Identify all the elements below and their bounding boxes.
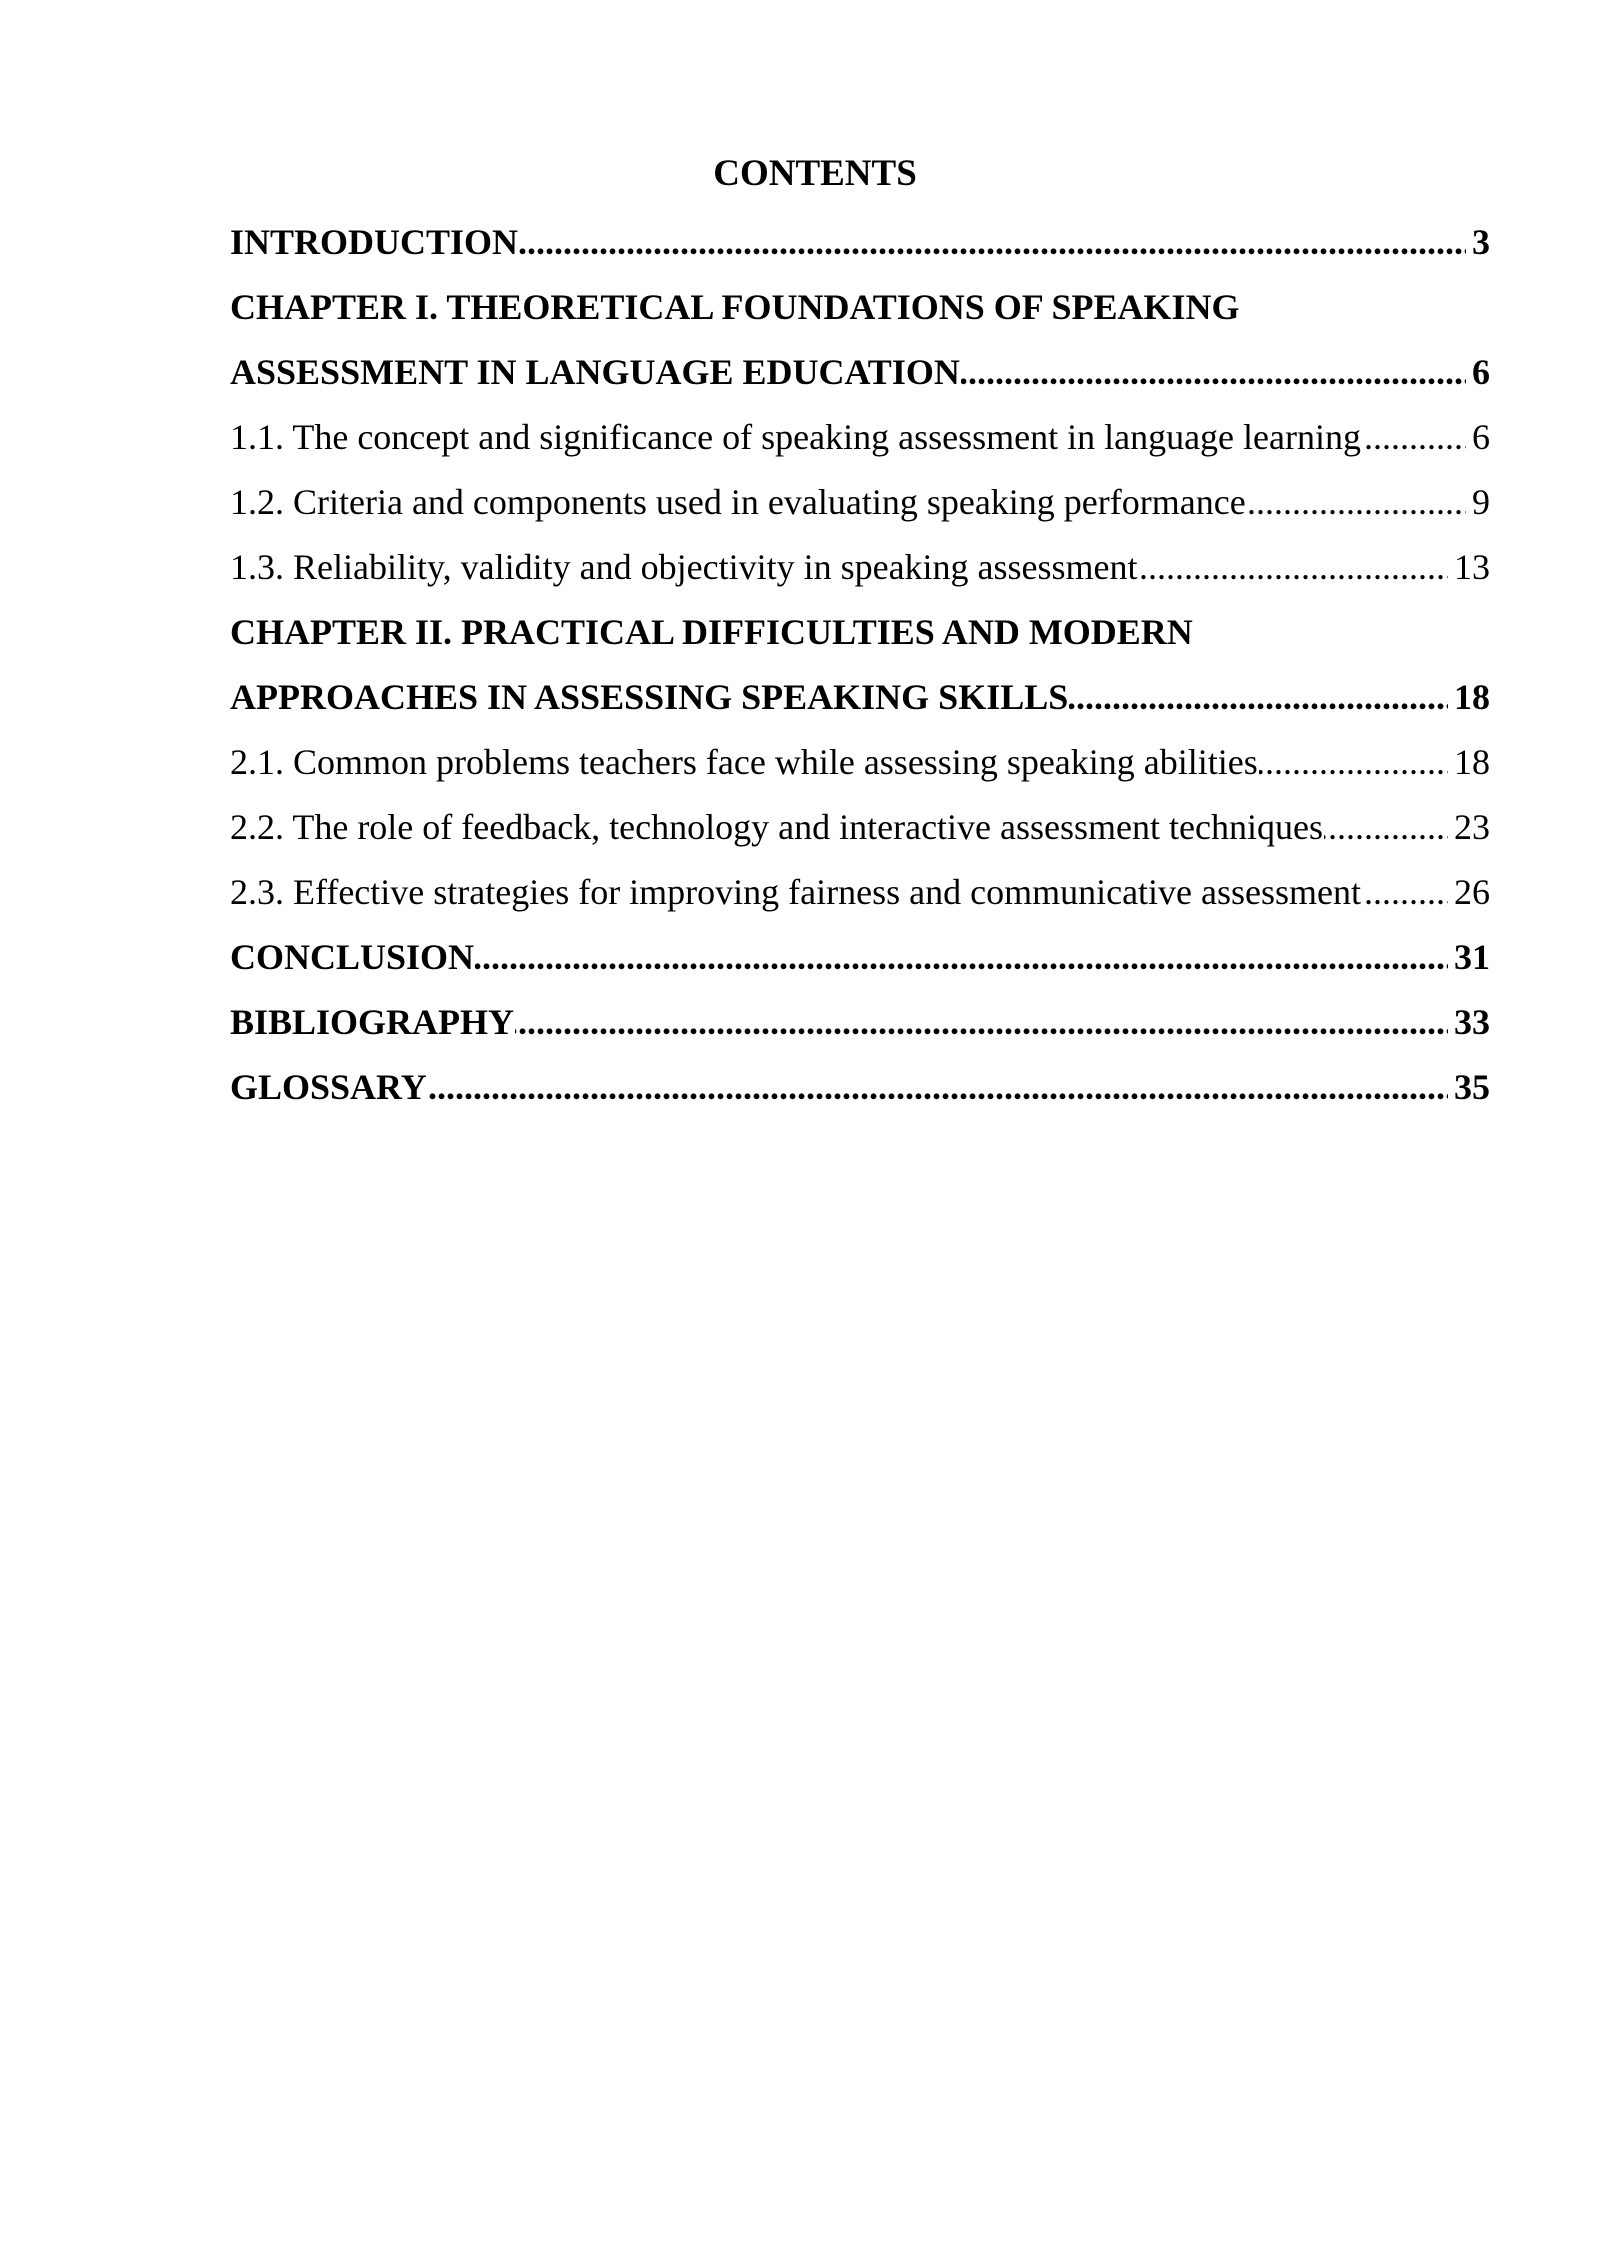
toc-page-number: 31: [1448, 925, 1490, 990]
table-of-contents: [230, 210, 1490, 1120]
toc-entry[interactable]: [230, 275, 1490, 340]
toc-entry[interactable]: [230, 210, 1490, 275]
toc-page-number: 23: [1448, 795, 1490, 860]
toc-page-number: 6: [1466, 340, 1490, 405]
toc-page-number: 26: [1448, 860, 1490, 925]
toc-entry[interactable]: [230, 600, 1490, 665]
toc-entry[interactable]: [230, 860, 1490, 925]
toc-entry-title: CHAPTER II. PRACTICAL DIFFICULTIES AND MODERN: [230, 612, 1193, 652]
toc-entry[interactable]: [230, 535, 1490, 600]
toc-page-number: 6: [1466, 405, 1490, 470]
toc-entry-title: 2.3. Effective strategies for improving fairness and communicative assessment: [230, 872, 1362, 912]
toc-entry[interactable]: [230, 340, 1490, 405]
toc-entry-title: 1.1. The concept and significance of speaking assessment in language learning: [230, 417, 1361, 457]
toc-page-number: 35: [1448, 1055, 1490, 1120]
toc-page-number: 18: [1448, 730, 1490, 795]
contents-heading: CONTENTS: [713, 153, 917, 194]
toc-entry-title: BIBLIOGRAPHY: [230, 1002, 515, 1042]
toc-entry-title: INTRODUCTION: [230, 222, 519, 262]
toc-entry[interactable]: [230, 795, 1490, 860]
toc-entry[interactable]: [230, 665, 1490, 730]
toc-entry-title: ASSESSMENT IN LANGUAGE EDUCATION: [230, 352, 960, 392]
toc-entry[interactable]: [230, 470, 1490, 535]
toc-entry[interactable]: [230, 990, 1490, 1055]
toc-entry[interactable]: [230, 925, 1490, 990]
toc-entry[interactable]: [230, 405, 1490, 470]
toc-entry[interactable]: [230, 1055, 1490, 1120]
toc-entry[interactable]: [230, 730, 1490, 795]
toc-page-number: 9: [1466, 470, 1490, 535]
toc-page-number: 3: [1466, 210, 1490, 275]
toc-entry-title: CHAPTER I. THEORETICAL FOUNDATIONS OF SPEAKING: [230, 287, 1240, 327]
toc-entry-title: 2.1. Common problems teachers face while assessing speaking abilities: [230, 742, 1258, 782]
toc-page-number: 33: [1448, 990, 1490, 1055]
toc-entry-title: 2.2. The role of feedback, technology and interactive assessment techniques: [230, 807, 1323, 847]
toc-entry-title: 1.3. Reliability, validity and objectivity in speaking assessment: [230, 547, 1138, 587]
toc-entry-title: APPROACHES IN ASSESSING SPEAKING SKILLS: [230, 677, 1069, 717]
toc-entry-title: GLOSSARY: [230, 1067, 427, 1107]
toc-page-number: 13: [1448, 535, 1490, 600]
toc-page-number: 18: [1448, 665, 1490, 730]
toc-entry-title: 1.2. Criteria and components used in evaluating speaking performance: [230, 482, 1246, 522]
toc-entry-title: CONCLUSION: [230, 937, 475, 977]
